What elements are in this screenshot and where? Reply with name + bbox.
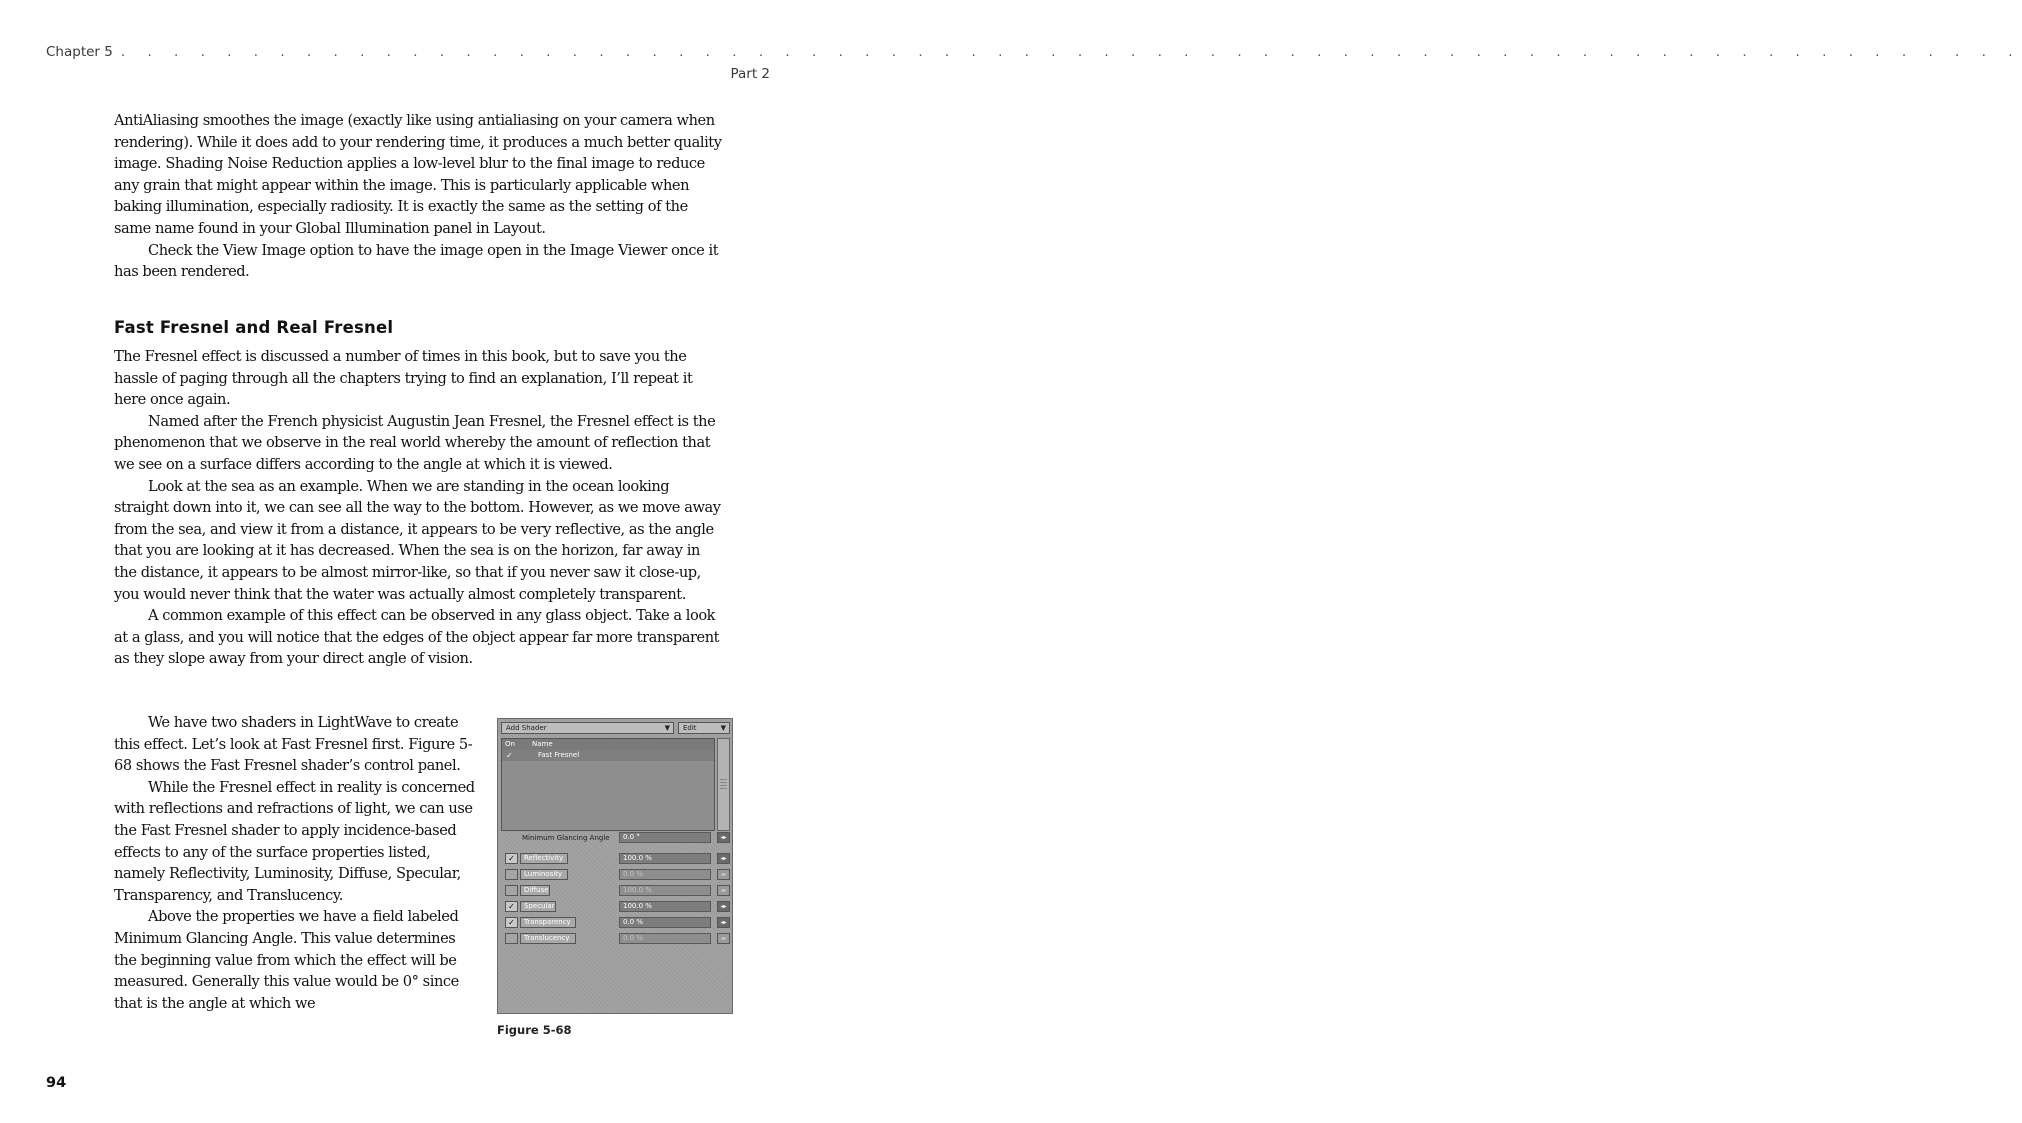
diffuse-field[interactable]: 100.0 % <box>619 885 711 896</box>
shader-list-header <box>502 739 714 750</box>
section-heading: Fast Fresnel and Real Fresnel <box>114 318 394 337</box>
paragraph: Named after the French physicist Augustin Jean Fresnel, the Fresnel effect is the phenomenon that we observe in the real world whereby the amount of reflection that we see on a surface differs according to the angle at which it is viewed. <box>114 412 716 473</box>
specular-field[interactable]: 100.0 % <box>619 901 711 912</box>
reflectivity-checkbox[interactable]: ✓ <box>505 853 518 864</box>
column-on: On <box>505 740 515 748</box>
chevron-down-icon: ▼ <box>720 724 726 732</box>
add-shader-dropdown[interactable] <box>501 722 674 734</box>
chevron-down-icon: ▼ <box>664 724 670 732</box>
transparency-field[interactable]: 0.0 % <box>619 917 711 928</box>
paragraph: Look at the sea as an example. When we are standing in the ocean looking straight down into it, we can see all the way to the bottom. However, as we move away from the sea, and view it from a distance, it appears to be very reflective, as the angle that you are looking at it has decreased. When the sea is on the horizon, far away in the distance, it appears to be almost mirror-like, so that if you never saw it close-up, you would never think that the water was actually almost completely transparent. <box>114 477 721 603</box>
luminosity-checkbox[interactable] <box>505 869 518 880</box>
specular-stepper[interactable]: ◂▸ <box>717 901 730 912</box>
paragraph: The Fresnel effect is discussed a number of times in this book, but to save you the hassle of paging through all the chapters trying to find an explanation, I’ll repeat it here once again. <box>114 348 693 409</box>
fast-fresnel-panel <box>497 718 733 1014</box>
transparency-checkbox[interactable]: ✓ <box>505 917 518 928</box>
figure-caption: Figure 5-68 <box>497 1023 572 1037</box>
fresnel-text-block <box>114 346 726 670</box>
scrollbar-grip[interactable] <box>720 777 727 789</box>
paragraph: A common example of this effect can be observed in any glass object. Take a look at a glass, and you will notice that the edges of the object appear far more transparent as they slope away from your direct angle of vision. <box>114 607 720 668</box>
part-label: Part 2 <box>730 66 770 82</box>
translucency-stepper[interactable]: ◂▸ <box>717 933 730 944</box>
shader-text-block <box>114 712 482 1014</box>
chapter-label: Chapter 5 <box>46 44 113 60</box>
translucency-field[interactable]: 0.0 % <box>619 933 711 944</box>
shader-list <box>501 738 715 831</box>
add-shader-label: Add Shader <box>506 724 547 732</box>
running-header <box>46 43 2022 61</box>
min-angle-field[interactable]: 0.0 ° <box>619 832 711 843</box>
paragraph: We have two shaders in LightWave to create this effect. Let’s look at Fast Fresnel first. Figure 5-68 shows the Fast Fresnel shader’s control panel. <box>114 714 473 775</box>
edit-dropdown[interactable] <box>678 722 730 734</box>
shader-name: Fast Fresnel <box>538 751 580 759</box>
page-number: 94 <box>46 1075 67 1091</box>
min-angle-stepper[interactable]: ◂▸ <box>717 832 730 843</box>
transparency-stepper[interactable]: ◂▸ <box>717 917 730 928</box>
shader-list-scrollbar[interactable] <box>717 738 730 831</box>
column-name: Name <box>532 740 553 748</box>
reflectivity-stepper[interactable]: ◂▸ <box>717 853 730 864</box>
paragraph: AntiAliasing smoothes the image (exactly like using antialiasing on your camera when rendering). While it does add to your rendering time, it produces a much better quality image. Shading Noise Reduction applies a low-level blur to the final image to reduce any grain that might appear within the image. This is particularly applicable when baking illumination, especially radiosity. It is exactly the same as the setting of the same name found in your Global Illumination panel in Layout. <box>114 112 722 237</box>
header-dot-leader: . . . . . . . . . . . . . . . . . . . . . . . . . . . . . . . . . . . . . . . . . . . . . . . . . . . . . . . . . . . . . . . . . . . . . . . . <box>120 44 2022 60</box>
diffuse-stepper[interactable]: ◂▸ <box>717 885 730 896</box>
paragraph: Check the View Image option to have the image open in the Image Viewer once it has been rendered. <box>114 241 719 281</box>
reflectivity-button[interactable]: Reflectivity <box>520 853 568 864</box>
specular-button[interactable]: Specular <box>520 901 556 912</box>
specular-checkbox[interactable]: ✓ <box>505 901 518 912</box>
min-angle-label: Minimum Glancing Angle <box>522 834 610 842</box>
luminosity-button[interactable]: Luminosity <box>520 869 568 880</box>
paragraph: Above the properties we have a field labeled Minimum Glancing Angle. This value determines the beginning value from which the effect will be measured. Generally this value would be 0° since that is the angle at which we <box>114 908 459 1012</box>
luminosity-field[interactable]: 0.0 % <box>619 869 711 880</box>
paragraph: While the Fresnel effect in reality is concerned with reflections and refractions of light, we can use the Fast Fresnel shader to apply incidence-based effects to any of the surface properties listed, namely Reflectivity, Luminosity, Diffuse, Specular, Transparency, and Translucency. <box>114 778 475 904</box>
intro-text-block <box>114 110 726 283</box>
shader-list-item[interactable] <box>502 750 714 761</box>
edit-label: Edit <box>683 724 697 732</box>
reflectivity-field[interactable]: 100.0 % <box>619 853 711 864</box>
transparency-button[interactable]: Transparency <box>520 917 576 928</box>
translucency-checkbox[interactable] <box>505 933 518 944</box>
checkmark-icon[interactable]: ✓ <box>506 751 513 760</box>
translucency-button[interactable]: Translucency <box>520 933 576 944</box>
diffuse-button[interactable]: Diffuse <box>520 885 550 896</box>
luminosity-stepper[interactable]: ◂▸ <box>717 869 730 880</box>
diffuse-checkbox[interactable] <box>505 885 518 896</box>
